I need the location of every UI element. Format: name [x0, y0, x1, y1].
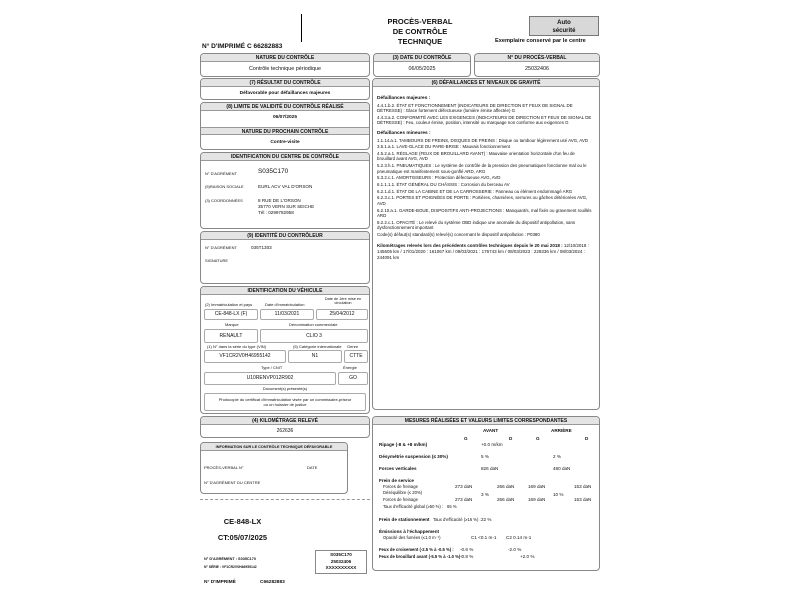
mineure-item: 5.2.3.h.1. PNEUMATIQUES : Le système de contrôle de la pression des pneumatiques fonctionne mal ou le pneumatique est manifestement sous-gonflé ARD, ARG [377, 163, 587, 174]
energie-value: GO [338, 372, 368, 385]
mineure-item: 8.2.2.c.1. OPACITÉ : Le relevé du système OBD indique une anomalie du dispositif antipollution, sans dysfonctionnement important [377, 219, 576, 231]
ff-ar-g: 169 daN [528, 484, 546, 489]
majeure-item: 4.4.1.b.2. ÉTAT ET FONCTIONNEMENT (INDICATEURS DE DIRECTION ET FEUX DE SIGNAL DE DÉTRESSE) : Glace fortement défectueuse (lumière émise affectée) G [377, 102, 573, 114]
mineure-item: 6.1.1.1.1. ÉTAT GÉNÉRAL DU CHÂSSIS : Corrosion du berceau AV [377, 182, 510, 187]
result-box [200, 78, 370, 100]
info-pv-label: PROCÈS-VERBAL N° [204, 465, 244, 470]
mineures-list [377, 138, 593, 238]
sticker-print-value: C66282883 [260, 580, 285, 585]
col-ar-d: D [585, 436, 589, 441]
forces-verticales-av: 826 daN [481, 466, 499, 471]
first-circ-label: Date de 1ère mise en circulation [324, 297, 362, 306]
mineure-item: 5.3.2.c.1. AMORTISSEURS : Protection défectueuse AVG, AVD [377, 175, 501, 181]
mineure-item: 6.2.1.d.1. ÉTAT DE LA CABINE ET DE LA CARROSSERIE : Panneau ou élément endommagé ARG [377, 188, 573, 194]
majeure-item: 4.4.3.a.2. CONFORMITÉ AVEC LES EXIGENCES (INDICATEURS DE DIRECTION ET FEUX DE SIGNAL DE DÉTRESSE) : Feu, couleur émise, position, intensité ou marquage non conforme aux exigences G [377, 114, 592, 126]
mineure-item: 3.5.1.a.1. LAVE-GLACE DU PARE-BRISE : Mauvais fonctionnement [377, 144, 511, 150]
forces-verticales-ar: 480 daN [553, 466, 571, 471]
mineure-item: 6.2.3.c.1. PORTES ET POIGNÉES DE PORTE : Portières, charnières, serrures ou gâches détériorées AVG, AVD [377, 195, 588, 206]
nature-controle-box [200, 53, 370, 77]
feux-brouillard-g: -0.8 % [460, 554, 474, 559]
defects-content [377, 96, 593, 260]
feux-brouillard-label: Feux de brouillard avant (-5.5 % à -1.0 %) : [379, 554, 463, 559]
mineure-item: 1.1.14.a.1. TAMBOURS DE FREINS, DISQUES DE FREINS : Disque ou tambour légèrement usé AVG, AVD [377, 137, 588, 143]
result-value: Défavorable pour défaillances majeures [239, 91, 331, 96]
sticker-ct: CT:05/07/2025 [217, 533, 268, 542]
kilometrage-label: (4) KILOMÉTRAGE RELEVÉ [201, 417, 369, 425]
pv-number-box [474, 53, 600, 77]
desymetrie-ar: 2 % [553, 454, 561, 459]
centre-coord-line1: 8 RUE DE L'ORSON [258, 198, 301, 203]
nature-controle-label: NATURE DU CONTRÔLE [201, 54, 369, 62]
kilometrage-value: 262636 [276, 428, 294, 434]
genre-label: Genre [347, 344, 359, 349]
next-controle-label: NATURE DU PROCHAIN CONTRÔLE [201, 127, 369, 135]
sticker-serie: N° SÉRIE : VF1CR2V0H46955142 [204, 565, 257, 569]
vehicle-box [200, 286, 370, 414]
opacite-c2: C2 0.14 m-1 [506, 535, 532, 540]
auto-securite-badge [529, 16, 599, 36]
docs-value [204, 393, 366, 411]
opacite-c1: C1 <0.1 m-1 [471, 535, 497, 540]
info-controle-box [200, 442, 348, 494]
ripage-value: +0.0 m/km [481, 442, 503, 447]
desequilibre-ar: 10 % [553, 492, 564, 497]
emissions-label: Émissions à l'échappement [379, 529, 440, 534]
ff2-av-g: 273 daN [455, 497, 473, 502]
col-arriere: ARRIÈRE [551, 428, 572, 433]
validity-value: 06/07/2025 [272, 115, 297, 120]
desequilibre-av: 3 % [481, 492, 489, 497]
col-av-g: G [464, 436, 468, 441]
stamp-line2: 25032406 [330, 558, 352, 564]
majeures-title: Défaillances majeures : [377, 96, 431, 101]
immat-label: (2) Immatriculation et pays [205, 302, 253, 307]
info-date-label: DATE [307, 465, 318, 470]
efficacite-value: 65 % [447, 504, 457, 509]
badge-line-2: sécurité [552, 28, 576, 34]
date-controle-box [373, 53, 471, 77]
majeures-list [377, 103, 593, 126]
km-history [377, 243, 593, 260]
mineure-item: Code(s) défaut(s) standard(s) relevé(s) concernant le dispositif antipollution : P0380 [377, 231, 540, 237]
docs-label: Document(s) présenté(s) [262, 386, 308, 391]
sticker-plate: CE-848-LX [223, 517, 262, 526]
badge-line-1: Auto [557, 20, 571, 26]
desymetrie-label: Désymétrie suspension (≤ 30%) [379, 454, 448, 459]
centre-coord-line2: 35770 VERN SUR SEICHE [258, 204, 315, 209]
info-agrement-label: N° D'AGRÉMENT DU CENTRE [204, 480, 261, 485]
type-value: U10RENVP012R902 [204, 372, 336, 385]
sticker-stamp [315, 550, 367, 574]
feux-croisement-g: -0.6 % [460, 547, 474, 552]
title-line-2: DE CONTRÔLE TECHNIQUE [392, 27, 448, 46]
kilometrage-box [200, 416, 370, 438]
ripage-label: Ripage (-8 & +8 m/km) [379, 442, 428, 447]
result-label: (7) RÉSULTAT DU CONTRÔLE [201, 79, 369, 87]
centre-agrement-label: N° D'AGRÉMENT [205, 171, 237, 176]
sticker-print-label: N° D'IMPRIMÉ [204, 580, 236, 585]
ff2-ar-g: 169 daN [528, 497, 546, 502]
controleur-box [200, 231, 370, 284]
col-av-d: D [509, 436, 513, 441]
frein-service-label: Frein de service [379, 478, 414, 483]
measures-label: MESURES RÉALISÉES ET VALEURS LIMITES CORRESPONDANTES [373, 417, 599, 425]
type-label: Type / CNIT [261, 365, 283, 370]
stamp-line1: S035C170 [330, 552, 352, 557]
feux-croisement-d: -2.0 % [508, 547, 522, 552]
document-title [370, 17, 470, 47]
km-history-title: Kilométrages relevés lors des précédents contrôles techniques depuis le 20 mai 2018 : [377, 243, 563, 249]
ff2-av-d: 266 daN [497, 497, 515, 502]
date-controle-label: (3) DATE DU CONTRÔLE [374, 54, 470, 62]
print-number: N° D'IMPRIMÉ C 66282883 [202, 43, 283, 50]
categorie-label: (5) Catégorie internationale [293, 344, 342, 349]
info-controle-label: INFORMATION SUR LE CONTRÔLE TECHNIQUE DÉFAVORABLE [201, 443, 347, 451]
title-line-1: PROCÈS-VERBAL [387, 17, 453, 26]
controleur-agrement-value: 035T1303 [251, 245, 272, 250]
ff-ar-d: 153 daN [574, 484, 592, 489]
vin-value: VF1CR2V0H46955142 [204, 350, 286, 363]
sticker-area [200, 499, 370, 589]
pv-number-label: N° DU PROCÈS-VERBAL [475, 54, 599, 62]
date-immat-label: Date d'immatriculation [265, 302, 305, 307]
categorie-value: N1 [288, 350, 342, 363]
measures-box [372, 416, 600, 571]
col-ar-g: G [536, 436, 540, 441]
controleur-agrement-label: N° D'AGRÉMENT [205, 245, 237, 250]
stationnement-label: Frein de stationnement [379, 517, 430, 522]
defects-label: (6) DÉFAILLANCES ET NIVEAUX DE GRAVITÉ [373, 79, 599, 87]
validity-box [200, 102, 370, 150]
validity-label: (8) LIMITE DE VALIDITÉ DU CONTRÔLE RÉALISÉ [201, 103, 369, 111]
docs-value-line2: ou un huissier de justice [263, 402, 307, 407]
marque-value: RENAULT [204, 329, 258, 343]
signature-label: SIGNATURE [205, 258, 229, 263]
stationnement-taux: Taux d'efficacité (≥16 %) : [433, 517, 481, 522]
mineures-title: Défaillances mineures : [377, 130, 431, 136]
pv-number-value: 25032406 [525, 66, 549, 72]
vin-label: (1) N° dans la série du type (VIN) [207, 344, 266, 349]
first-circ-value: 25/04/2012 [316, 309, 368, 320]
marque-label: Marque [225, 322, 239, 327]
vehicle-label: IDENTIFICATION DU VÉHICULE [201, 287, 369, 295]
centre-coord-label: (3) COORDONNÉES [205, 198, 243, 203]
stationnement-value: 22 % [481, 517, 492, 522]
centre-raison-label: (5)RAISON SOCIALE [205, 184, 244, 189]
genre-value: CTTE [344, 350, 368, 363]
centre-label: IDENTIFICATION DU CENTRE DE CONTRÔLE [201, 153, 369, 161]
defects-box [372, 78, 600, 410]
feux-croisement-label: Feux de croisement (-2.5 % à -0.5 %) : [379, 547, 454, 552]
km-history-text: 12/10/2018 : 145605 km / 17/01/2020 : 161067 km / 09/03/2021 : 176743 km / 08/03/2023 : 229336 km / 08/03/2024 : 244091 km [377, 243, 589, 260]
centre-box [200, 152, 370, 229]
feux-brouillard-d: +2.0 % [520, 554, 535, 559]
forces-freinage-label: Forces de freinage [383, 484, 418, 489]
forces-verticales-label: Forces verticales [379, 466, 417, 471]
denom-label: Dénomination commerciale [289, 322, 338, 327]
energie-label: Énergie [343, 365, 357, 370]
col-avant: AVANT [483, 428, 499, 433]
desymetrie-av: 5 % [481, 454, 489, 459]
opacite-label: Opacité des fumées (≤1.0 m⁻¹) [383, 535, 441, 540]
efficacite-label: Taux d'efficacité global (≥50 %) : [383, 504, 444, 509]
mineure-item: 6.2.10.a.1. GARDE-BOUE, DISPOSITIFS ANTI-PROJECTIONS : Manquant/s, mal fixés ou gravement rouillés ARD [377, 207, 592, 219]
controleur-label: (9) IDENTITÉ DU CONTRÔLEUR [201, 232, 369, 240]
desequilibre-label: Déséquilibre (≤ 20%) [383, 490, 423, 495]
centre-coord-line3: Tél : 0299782958 [258, 210, 294, 215]
next-controle-value: Contre-visite [270, 140, 300, 145]
ff-av-g: 273 daN [455, 484, 473, 489]
date-immat-value: 11/03/2021 [260, 309, 314, 320]
centre-agrement-value: S035C170 [258, 168, 289, 175]
stamp-line3: XXXXXXXXXX [325, 565, 357, 570]
sticker-agrement: N° D'AGRÉMENT : S035C170 [204, 557, 257, 561]
copy-note: Exemplaire conservé par le centre [495, 38, 586, 44]
immat-value: CE-848-LX (F) [204, 309, 258, 320]
nature-controle-value: Contrôle technique périodique [249, 66, 321, 72]
barcode [262, 14, 332, 42]
centre-raison-value: EURL ACV VAL D'ORSON [258, 184, 313, 189]
date-controle-value: 06/05/2025 [408, 66, 436, 72]
ff-av-d: 266 daN [497, 484, 515, 489]
docs-value-line1: Photocopie du certificat d'immatriculation visée par un commissaire-priseur [218, 397, 352, 402]
forces-freinage2-label: Forces de freinage [383, 497, 418, 502]
mineure-item: 4.5.2.a.1. RÉGLAGE (FEUX DE BROUILLARD AVANT) : Mauvaise orientation horizontale d'un feu de brouillard avant AVG, AVD [377, 150, 575, 162]
ff2-ar-d: 153 daN [574, 497, 592, 502]
denom-value: CLIO 3 [260, 329, 368, 343]
